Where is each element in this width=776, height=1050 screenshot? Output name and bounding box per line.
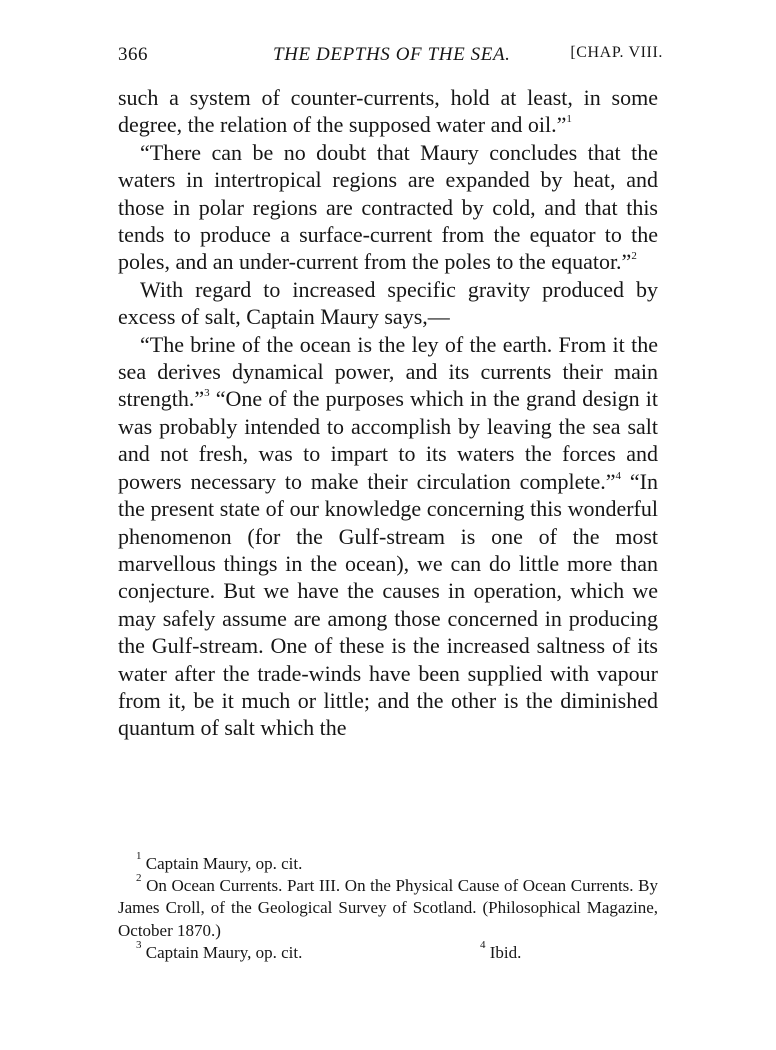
footnote-1-text: Captain Maury, op. cit. [141, 854, 303, 873]
chapter-label: [CHAP. VIII. [570, 44, 663, 61]
footnote-3-number: 3 [136, 938, 142, 951]
footnotes-3-4-row [118, 938, 658, 964]
paragraph-4-seg-3: “In the present state of our knowledge concerning this wonderful phenomenon (for the Gulf-stream is one of the most marvellous things in the ocean), we can do little more than conjecture. But we have the causes in operation, which we may safely assume are among those concerned in producing the Gulf-stream. One of these is the increased saltness of its water after the trade-winds have been supplied with vapour from it, be it much or little; and the other is the diminished quantum of salt which the [118, 468, 658, 741]
footnote-2-text: On Ocean Currents. Part III. On the Physical Cause of Ocean Currents. By James Croll, of the Geological Survey of Scotland. (Philosophical Magazine, October 1870.) [118, 876, 658, 940]
footnote-1-number: 1 [136, 850, 142, 862]
paragraph-3 [118, 276, 658, 331]
footnote-4-number: 4 [480, 938, 486, 951]
footnote-ref-2: 2 [631, 250, 637, 263]
paragraph-4-seg-1: “The brine of the ocean is the ley of the earth. From it the sea derives dynamical power, and its currents their main strength.” [118, 331, 658, 412]
footnote-ref-4: 4 [615, 469, 621, 482]
footnote-1 [118, 850, 658, 875]
paragraph-2-text: “There can be no doubt that Maury concludes that the waters in intertropical regions are expanded by heat, and those in polar regions are contracted by cold, and that this tends to produce a surface-current from the equator to the poles, and an under-current from the poles to the equator.” [118, 139, 658, 275]
paragraph-4-seg-2: “One of the purposes which in the grand design it was probably intended to accomplish by leaving the sea salt and not fresh, was to impart to its waters the forces and powers necessary to make their circulation complete.” [118, 386, 658, 494]
footnote-ref-3: 3 [204, 387, 210, 400]
paragraph-2 [118, 139, 658, 276]
page-number: 366 [118, 44, 148, 65]
page-header [118, 44, 663, 74]
footnote-2-number: 2 [136, 872, 142, 885]
paragraph-4 [118, 331, 658, 742]
footnote-2 [118, 872, 658, 942]
running-title: THE DEPTHS OF THE SEA. [273, 44, 511, 65]
paragraph-1-text: such a system of counter-currents, hold at least, in some degree, the relation of the supposed water and oil.” [118, 85, 658, 138]
footnote-ref-1: 1 [566, 113, 572, 126]
footnote-3 [118, 938, 480, 964]
paragraph-3-text: With regard to increased specific gravity produced by excess of salt, Captain Maury says,— [118, 276, 658, 330]
footnote-4-text: Ibid. [485, 942, 522, 962]
main-text [118, 84, 658, 742]
footnote-4 [480, 938, 522, 964]
footnote-3-text: Captain Maury, op. cit. [141, 942, 303, 962]
footnotes [118, 850, 658, 964]
paragraph-1 [118, 84, 658, 139]
